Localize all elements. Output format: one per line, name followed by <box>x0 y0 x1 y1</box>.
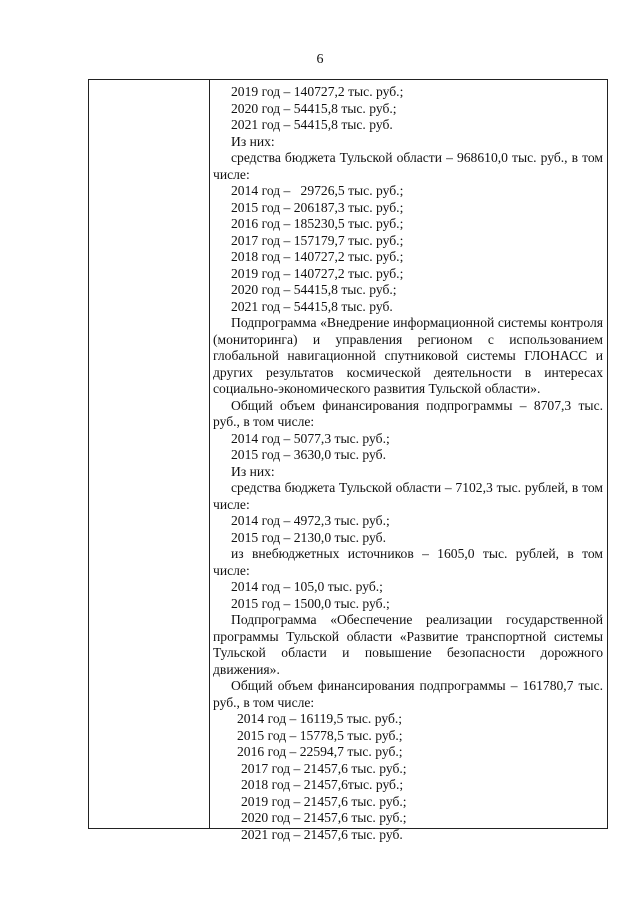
text-line: 2015 год – 206187,3 тыс. руб.; <box>231 199 404 215</box>
text-line: Из них: <box>231 463 275 479</box>
text-line: 2016 год – 185230,5 тыс. руб.; <box>231 216 404 231</box>
text-line: 2014 год – 5077,3 тыс. руб.; <box>231 430 390 446</box>
document-table <box>88 79 610 842</box>
table-cell-content <box>213 84 610 843</box>
text-line: 2017 год – 157179,7 тыс. руб.; <box>231 232 404 248</box>
text-line: 2015 год – 2130,0 тыс. руб. <box>231 529 386 545</box>
text-line: 2018 год – 140727,2 тыс. руб.; <box>231 249 404 264</box>
text-line: 2014 год – 29726,5 тыс. руб.; <box>231 183 404 198</box>
text-line: 2019 год – 140727,2 тыс. руб.; <box>231 84 404 99</box>
text-line: 2019 год – 21457,6 тыс. руб.; <box>241 793 407 809</box>
text-paragraph: средства бюджета Тульской области – 7102,3 тыс. рублей, в том числе: <box>213 480 603 512</box>
text-line: 2020 год – 54415,8 тыс. руб.; <box>231 282 397 297</box>
text-line: 2021 год – 54415,8 тыс. руб. <box>231 298 393 314</box>
page-number: 6 <box>316 52 324 67</box>
text-line: 2015 год – 15778,5 тыс. руб.; <box>237 727 403 743</box>
text-line: 2017 год – 21457,6 тыс. руб.; <box>241 760 407 776</box>
text-paragraph: Общий объем финансирования подпрограммы – 8707,3 тыс. руб., в том числе: <box>213 397 603 429</box>
text-line: 2018 год – 21457,6тыс. руб.; <box>241 777 404 792</box>
text-line: 2014 год – 105,0 тыс. руб.; <box>231 579 383 594</box>
text-line: 2014 год – 4972,3 тыс. руб.; <box>231 513 390 528</box>
column-divider <box>209 80 210 828</box>
text-paragraph: Подпрограмма «Внедрение информационной системы контроля (мониторинга) и управления регионом с использованием глобальной навигационной спутниковой системы ГЛОНАСС и других результатов космической деятельности в интересах социально-экономического развития Тульской области». <box>213 315 603 396</box>
text-paragraph: средства бюджета Тульской области – 968610,0 тыс. руб., в том числе: <box>213 150 603 182</box>
text-line: 2015 год – 3630,0 тыс. руб. <box>231 447 386 462</box>
text-line: 2021 год – 21457,6 тыс. руб. <box>241 826 403 842</box>
text-paragraph: из внебюджетных источников – 1605,0 тыс. рублей, в том числе: <box>213 546 603 578</box>
text-line: 2014 год – 16119,5 тыс. руб.; <box>237 711 403 726</box>
text-paragraph: Общий объем финансирования подпрограммы – 161780,7 тыс. руб., в том числе: <box>213 678 610 710</box>
text-line: Из них: <box>231 133 275 149</box>
text-line: 2020 год – 54415,8 тыс. руб.; <box>231 100 397 116</box>
text-paragraph: Подпрограмма «Обеспечение реализации государственной программы Тульской области «Развитие транспортной системы Тульской области и повышение безопасности дорожного движения». <box>213 612 603 677</box>
text-line: 2015 год – 1500,0 тыс. руб.; <box>231 595 390 611</box>
text-line: 2021 год – 54415,8 тыс. руб. <box>231 117 393 132</box>
text-line: 2020 год – 21457,6 тыс. руб.; <box>241 810 407 825</box>
text-line: 2019 год – 140727,2 тыс. руб.; <box>231 265 404 281</box>
text-line: 2016 год – 22594,7 тыс. руб.; <box>237 744 403 759</box>
